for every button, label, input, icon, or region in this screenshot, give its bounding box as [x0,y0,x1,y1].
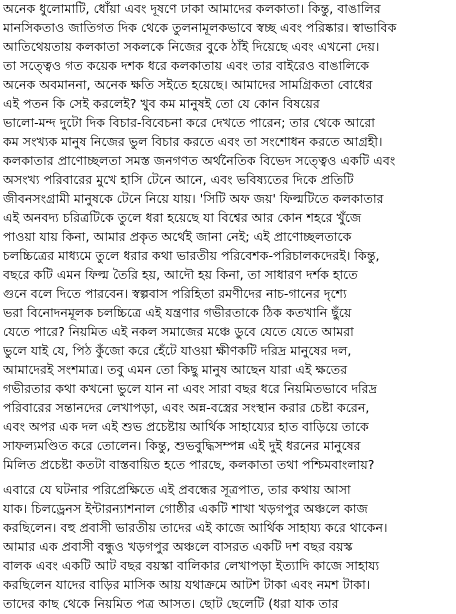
text-line: পরিবারের সন্তানদের লেখাপড়া, এবং অন্ন-বস্ত্রের সংস্থান করার চেষ্টা করেন, [3,400,370,415]
text-line: এই পতন কি সেই করলেই? খুব কম মানুষই তো যে কোন বিষয়ের [3,96,320,111]
text-line: কলকাতার প্রাণোচ্ছলতা সমস্ত জনগণত অর্থনৈতিক বিভেদ সত্ত্বেও একটি এবং [3,153,396,168]
text-line: এবং অপর এক দল এই শুভ প্রচেষ্টায় আর্থিক সাহায্যের হাত বাড়িয়ে তাকে [3,419,369,434]
text-line: এবারে যে ঘটনার পরিপ্রেক্ষিতে এই প্রবন্ধের সূত্রপাত, তার কথায় আসা [3,482,351,497]
text-line: আমাদেরই সংশমাত্র। তবু এমন তো কিছু মানুষ আছেন যারা এই ক্ষতের [3,362,348,377]
text-line: যেতে পারে? নিয়মিত এই নকল সমাজের মঞ্চে ডুবে যেতে যেতে আমরা [3,324,354,339]
text-line: করছিলেন। বহু প্রবাসী ভারতীয় তাদের এই কাজে আর্থিক সাহায্য করে থাকেন। [3,520,388,535]
text-line: তাদের কাছ থেকে নিয়মিত পত্র আসত। ছোট ছেলেটি (ধরা যাক তার [3,596,339,611]
text-line: বছরে কটি এমন ফিল্ম তৈরি হয়, আদৌ হয় কিনা, তা সাধারণ দর্শক হাতে [3,267,358,282]
text-line: তা সত্ত্বেও গত কয়েক দশক ধরে কলকাতায় এবং তার বাইরেও বাঙালিকে [3,58,370,73]
text-line: অনেক ধুলোমাটি, ধোঁয়া এবং দূষণে ঢাকা আমাদের কলকাতা। কিন্তু, বাঙালির [3,1,381,16]
text-line: আমার এক প্রবাসী বন্ধুও খড়গপুর অঞ্চলে বাসরত একটি দশ বছর বয়স্ক [3,539,353,554]
text-line: কম সংখ্যক মানুষ নিজের ভুল বিচার করতে এবং তা সংশোধন করতে আগ্রহী। [3,134,383,149]
text-line: বালক এবং একটি আট বছর বয়স্কা বালিকার লেখাপড়া ইত্যাদি কাজে সাহায্য [3,558,380,573]
text-line: গুনে বলে দিতে পারবেন। স্বল্পবাস পরিহিতা রমণীদের নাচ-গানের দৃশ্যে [3,286,347,301]
text-line: মানসিকতাও জাতিগত দিক থেকে তুলনামূলকভাবে স্বচ্ছ এবং পরিষ্কার। স্বাভাবিক [3,20,397,35]
text-line: চলচ্চিত্রের মাধ্যমে তুলে ধরার কথা ভারতীয় পরিবেশক-পরিচালকদেরই। কিন্তু, [3,248,380,263]
text-line: সাফল্যমণ্ডিত করে তোলেন। কিন্তু, শুভবুদ্ধিসম্পন্ন এই দুই ধরনের মানুষের [3,438,361,453]
text-line: আতিথেয়তায় কলকাতা সকলকে নিজের বুকে ঠাঁই দিয়েছে এবং এখনো দেয়। [3,39,380,54]
text-line: এই অনবদ্য চরিত্রটিকে তুলে ধরা হয়েছে যা বিশ্বের আর কোন শহরে খুঁজে [3,210,362,225]
text-line: পাওয়া যায় কিনা, আমার প্রকৃত অর্থেই জানা নেই; এই প্রাণোচ্ছলতাকে [3,229,352,244]
text-line: অসংখ্য পরিবারের মুখে হাসি টেনে আনে, এবং ভবিষ্যতের দিকে প্রতিটি [3,172,354,187]
text-line: অনেক অবমাননা, অনেক ক্ষতি সইতে হয়েছে। আমাদের সামগ্রিকতা বোধের [3,77,373,92]
text-line: ভরা বিনোদনমূলক চলচ্চিত্রে এই যন্ত্রণার গভীরতাকে ঠিক কতখানি ছুঁয়ে [3,305,352,320]
text-line: ভুলে যাই যে, পিঠ কুঁজো করে হেঁটে যাওয়া ক্ষীণকটি দরিদ্র মানুষের দল, [3,343,352,358]
text-line: ভালো-মন্দ দুটো দিক বিচার-বিবেচনা করে দেখতে পারেন; তার থেকে আরো [3,115,375,130]
text-line: মিলিত প্রচেষ্টা কতটা বাস্তবায়িত হতে পারছে, কলকাতা তথা পশ্চিমবাংলায়? [3,457,375,472]
text-line: গভীরতার কথা কখনো ভুলে যান না এবং সারা বছর ধরে নিয়মিতভাবে দরিদ্র [3,381,377,396]
text-line: যাক। চিলড্রেনস ইন্টারন্যাশনাল গোষ্ঠীর একটি শাখা খড়গপুর অঞ্চলে কাজ [3,501,368,516]
text-line: করছিলেন যাদের বাড়ির মাসিক আয় যথাক্রমে আটশ টাকা এবং নমশ টাকা। [3,577,371,592]
text-line: জীবনসংগ্রামী মানুষকে টেনে নিয়ে যায়। 'সিটি অফ জয়' ফিল্মটিতে কলকাতার [3,191,384,206]
